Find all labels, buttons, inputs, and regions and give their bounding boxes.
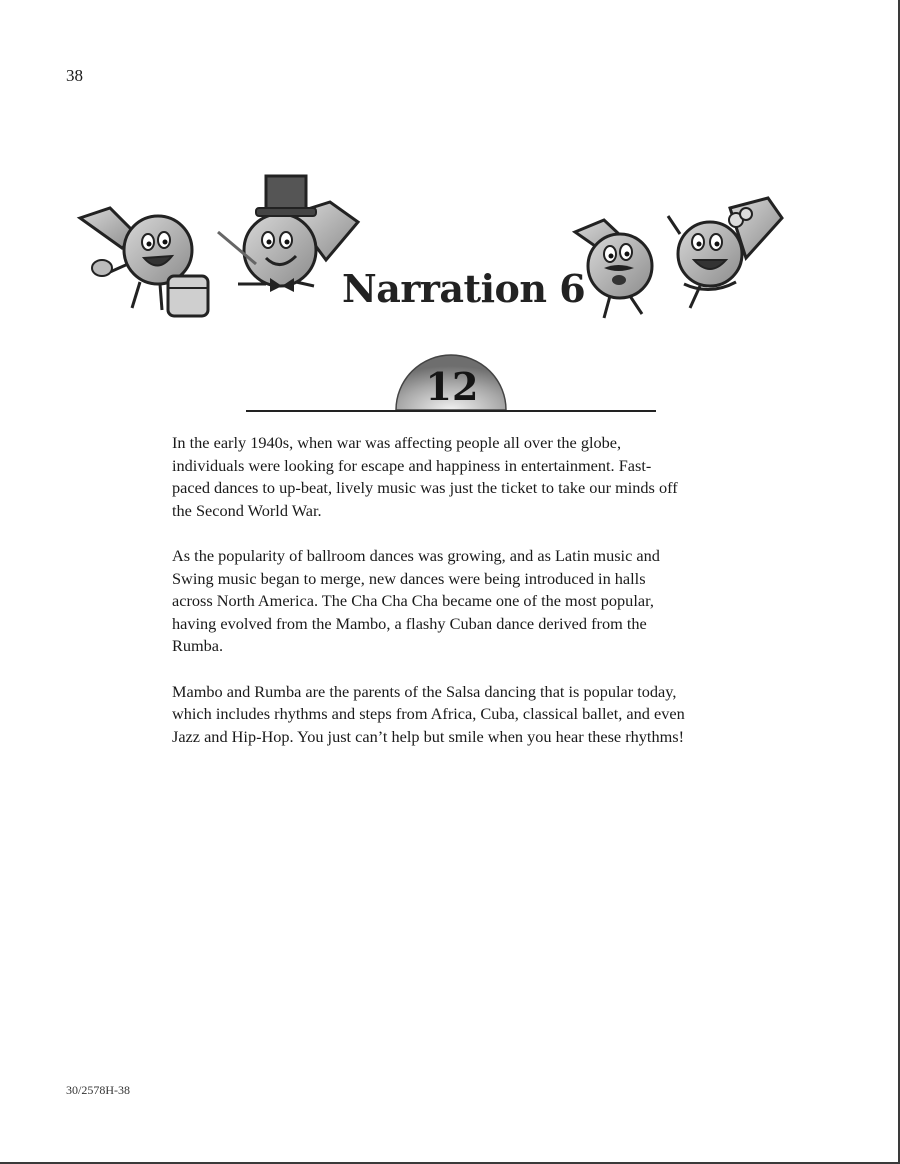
paragraph: In the early 1940s, when war was affecting people all over the globe, individuals were looking for escape and happiness in entertainment. Fast- paced dances to up-beat, lively music was just the ticket to take our minds off the Second World War.	[172, 433, 678, 520]
tophat-note-character-icon	[218, 176, 358, 292]
footer-code: 30/2578H-38	[66, 1083, 130, 1097]
mustache-note-character-icon	[575, 220, 652, 318]
paragraph: Mambo and Rumba are the parents of the Salsa dancing that is popular today, which includes rhythms and steps from Africa, Cuba, classical ballet, and even Jazz and Hip-Hop. You just can’t help but smile when you hear these rhythms!	[172, 681, 685, 746]
track-number: 12	[425, 364, 479, 409]
page-title: Narration 6	[342, 266, 586, 311]
narration-text	[172, 432, 742, 771]
maraca-note-character-icon	[80, 208, 208, 316]
paragraph: As the popularity of ballroom dances was growing, and as Latin music and Swing music began to merge, new dances were being introduced in halls across North America. The Cha Cha Cha became one of the most popular, having evolved from the Mambo, a flashy Cuban dance derived from the Rumba.	[172, 546, 660, 655]
page-number: 38	[66, 66, 83, 85]
flower-note-character-icon	[668, 198, 782, 308]
